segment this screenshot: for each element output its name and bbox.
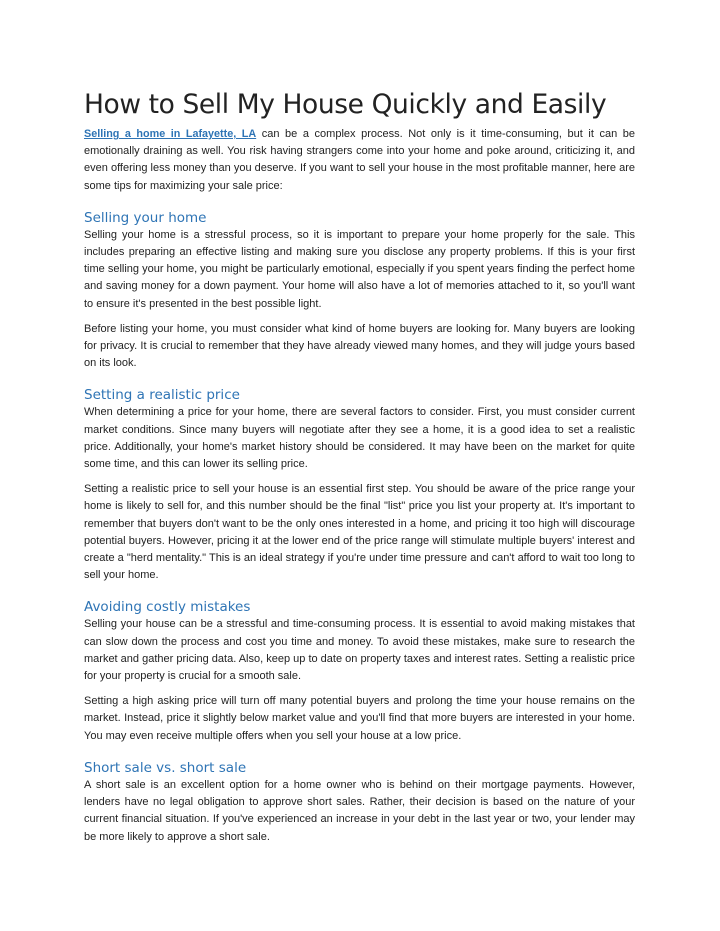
section-heading: Selling your home [84, 209, 207, 226]
document-page [84, 84, 635, 846]
section-paragraph: Setting a realistic price to sell your house is an essential first step. You should be aware of the price range your home is likely to sell for, and this number should be the final "list" price you list your property at. It's important to remember that buyers don't want to be the only ones interested in a home, and pricing it too high will discourage potential buyers. However, pricing it at the lower end of the price range will stimulate multiple buyers' interest and create a "herd mentality." This is an ideal strategy if you're under time pressure and can't afford to wait too long to sell your home. [84, 483, 635, 582]
section-paragraph: A short sale is an excellent option for a home owner who is behind on their mortgage payments. However, lenders have no legal obligation to approve short sales. Rather, their decision is based on the nature of your current financial situation. If you've experienced an increase in your debt in the last year or two, your lender may be more likely to approve a short sale. [84, 778, 635, 843]
page-title: How to Sell My House Quickly and Easily [84, 89, 607, 120]
section-selling-your-home [84, 209, 635, 373]
section-paragraph: Selling your house can be a stressful and time-consuming process. It is essential to avoid making mistakes that can slow down the process and cost you time and money. To avoid these mistakes, make sure to research the market and gather pricing data. Also, keep up to date on property taxes and interest rates. Setting a realistic price for your property is crucial for a smooth sale. [84, 618, 635, 683]
section-paragraph: Before listing your home, you must consider what kind of home buyers are looking for. Many buyers are looking for privacy. It is crucial to remember that they have already viewed many homes, and they will judge yours based on its look. [84, 322, 635, 370]
section-heading: Setting a realistic price [84, 387, 240, 404]
section-paragraph: Selling your home is a stressful process, so it is important to prepare your home properly for the sale. This includes preparing an effective listing and making sure you disclose any property problems. If this is your first time selling your home, you might be particularly emotional, especially if you spent years finding the perfect home and saving money for a down payment. Your home will also have a lot of memories attached to it, so you'll want to ensure it's presented in the best possible light. [84, 228, 635, 310]
intro-text: can be a complex process. Not only is it time-consuming, but it can be emotionally draining as well. You risk having strangers come into your home and poke around, criticizing it, and even offering less money than you deserve. If you want to sell your house in the most profitable manner, here are some tips for maximizing your sale price: [84, 128, 635, 192]
section-setting-a-realistic-price [84, 386, 635, 584]
intro-link[interactable]: Selling a home in Lafayette, LA [84, 128, 257, 140]
section-avoiding-costly-mistakes [84, 598, 635, 744]
intro-paragraph [84, 126, 635, 195]
section-short-sale [84, 759, 635, 846]
section-paragraph: When determining a price for your home, there are several factors to consider. First, you must consider current market conditions. Since many buyers will negotiate after they see a home, it is a good idea to set a realistic price. Additionally, your home's market history should be considered. It may have been on the market for quite some time, and this can lower its selling price. [84, 406, 635, 471]
section-heading: Avoiding costly mistakes [84, 599, 251, 616]
section-paragraph: Setting a high asking price will turn off many potential buyers and prolong the time your house remains on the market. Instead, price it slightly below market value and you'll find that more buyers are interested in your home. You may even receive multiple offers when you sell your house at a low price. [84, 695, 635, 742]
section-heading: Short sale vs. short sale [84, 759, 247, 776]
